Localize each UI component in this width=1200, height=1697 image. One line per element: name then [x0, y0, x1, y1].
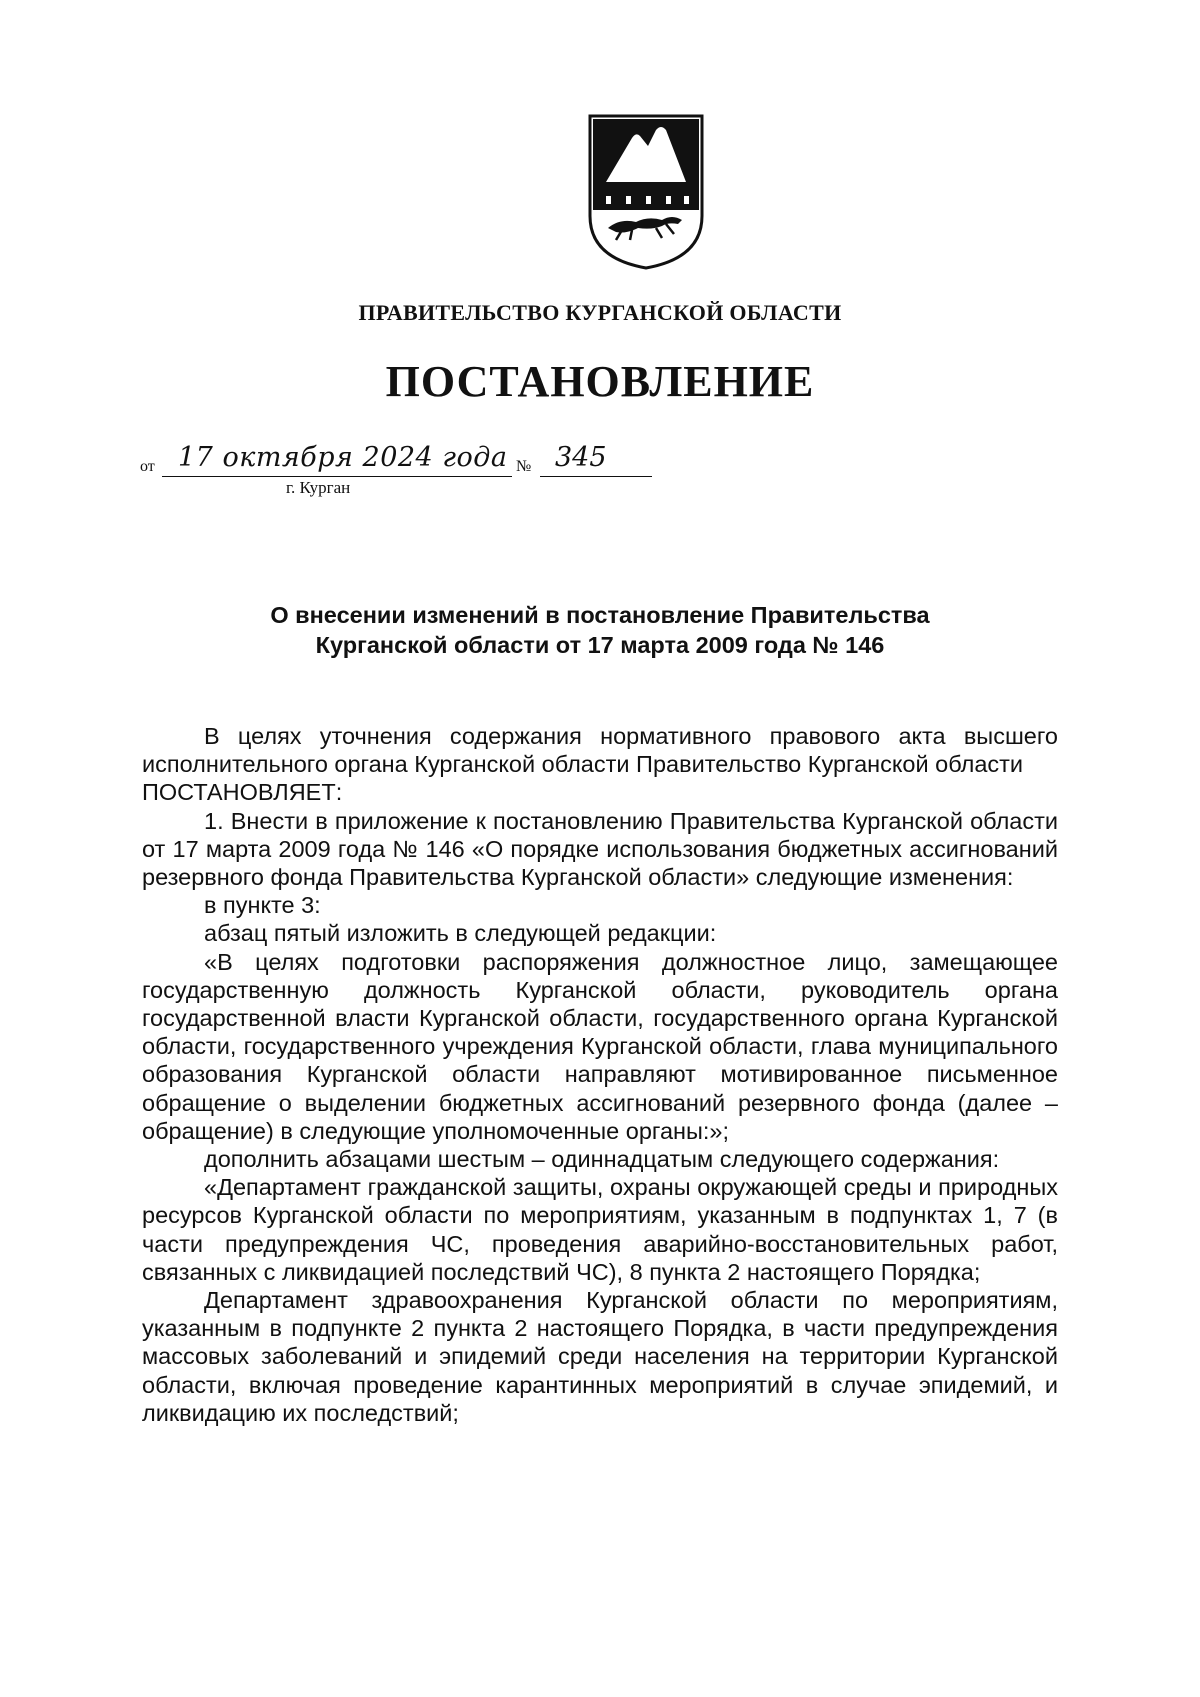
paragraph-health-dept: Департамент здравоохранения Курганской области по мероприятиям, указанным в подпункте 2 пункта 2 настоящего Порядка, в части предупреждения массовых заболеваний и эпидемий среди населения на территории Курганской области, включая проведение карантинных мероприятий в случае эпидемий, и ликвидацию их последствий;: [142, 1287, 1058, 1426]
paragraph-item-1: 1. Внести в приложение к постановлению Правительства Курганской области от 17 марта 2009 года № 146 «О порядке использования бюджетных ассигнований резервного фонда Правительства Курганской области» следующие изменения:: [142, 807, 1058, 891]
number-underline: [540, 476, 652, 477]
number-sign: №: [516, 458, 532, 475]
paragraph-preamble: В целях уточнения содержания нормативного правового акта высшего исполнительного органа Курганской области Правительство Курганской области: [142, 723, 1058, 778]
organization-name: ПРАВИТЕЛЬСТВО КУРГАНСКОЙ ОБЛАСТИ: [358, 300, 842, 325]
subject-line-1: О внесении изменений в постановление Правительства: [270, 602, 930, 628]
subject-line-2: Курганской области от 17 марта 2009 года № 146: [315, 632, 885, 658]
document-type-title: ПОСТАНОВЛЕНИЕ: [385, 357, 815, 406]
paragraph-new-wording: «В целях подготовки распоряжения должностное лицо, замещающее государственную должность Курганской области, руководитель органа государственной власти Курганской области, государственного органа Курганской области, государственного учреждения Курганской области, глава муниципального образования Курганской области направляют мотивированное письменное обращение о выделении бюджетных ассигнований резервного фонда (далее – обращение) в следующие уполномоченные органы:»;: [142, 948, 1058, 1144]
document-body: [142, 722, 1058, 1427]
kurgan-coat-of-arms-icon: [586, 112, 706, 272]
paragraph-fifth-abzac: абзац пятый изложить в следующей редакции:: [204, 920, 717, 947]
date-prefix: от: [140, 458, 155, 475]
handwritten-number: 345: [555, 442, 607, 473]
paragraph-resolves: ПОСТАНОВЛЯЕТ:: [142, 779, 343, 806]
handwritten-date: 17 октября 2024 года: [178, 442, 508, 473]
date-underline: [162, 476, 512, 477]
document-subject: [0, 600, 1200, 660]
city-name: г. Курган: [286, 478, 351, 497]
paragraph-civil-defense-dept: «Департамент гражданской защиты, охраны окружающей среды и природных ресурсов Курганской области по мероприятиям, указанным в подпунктах 1, 7 (в части предупреждения ЧС, проведения аварийно-восстановительных работ, связанных с ликвидацией последствий ЧС), 8 пункта 2 настоящего Порядка;: [142, 1174, 1058, 1285]
paragraph-point-3: в пункте 3:: [204, 892, 321, 919]
paragraph-add-abzacs: дополнить абзацами шестым – одиннадцатым следующего содержания:: [204, 1146, 1000, 1173]
date-number-line: [140, 442, 660, 486]
